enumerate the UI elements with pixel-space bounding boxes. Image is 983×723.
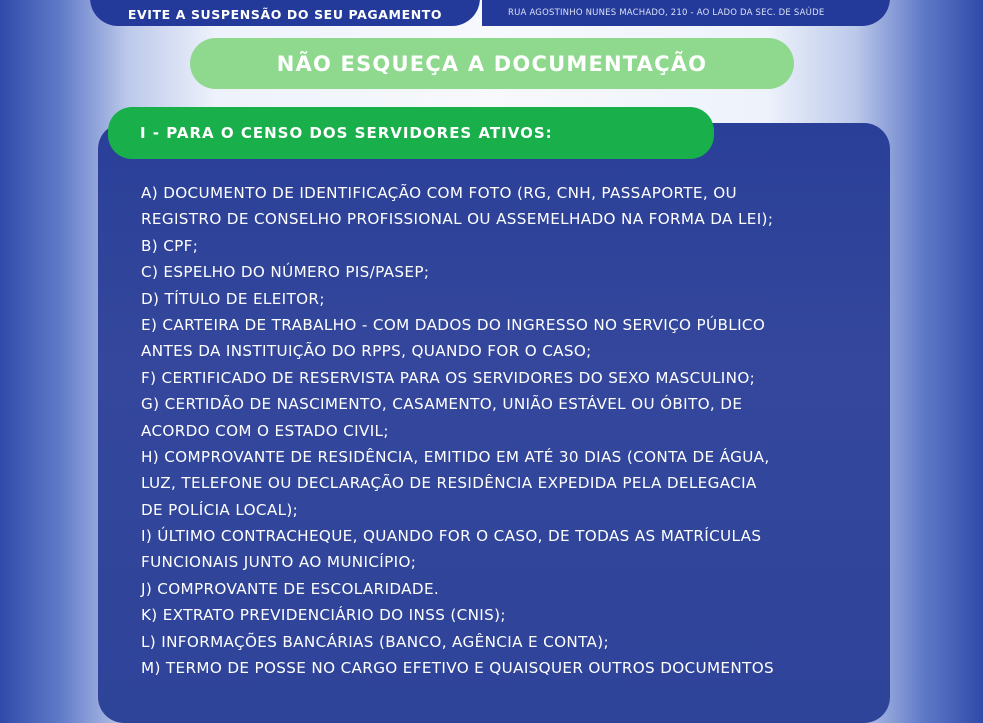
- section-title: I - PARA O CENSO DOS SERVIDORES ATIVOS:: [108, 107, 714, 159]
- document-line: REGISTRO DE CONSELHO PROFISSIONAL OU ASSEMELHADO NA FORMA DA LEI);: [141, 210, 774, 229]
- document-line: M) TERMO DE POSSE NO CARGO EFETIVO E QUAISQUER OUTROS DOCUMENTOS: [141, 659, 775, 678]
- document-line: LUZ, TELEFONE OU DECLARAÇÃO DE RESIDÊNCIA EXPEDIDA PELA DELEGACIA: [141, 474, 757, 493]
- document-line: C) ESPELHO DO NÚMERO PIS/PASEP;: [141, 263, 430, 282]
- document-line: I) ÚLTIMO CONTRACHEQUE, QUANDO FOR O CASO, DE TODAS AS MATRÍCULAS: [141, 527, 762, 546]
- banner-subtitle: EVITE A SUSPENSÃO DO SEU PAGAMENTO: [127, 7, 443, 22]
- document-line: ACORDO COM O ESTADO CIVIL;: [141, 421, 389, 440]
- document-line: G) CERTIDÃO DE NASCIMENTO, CASAMENTO, UNIÃO ESTÁVEL OU ÓBITO, DE: [141, 395, 743, 414]
- document-line: K) EXTRATO PREVIDENCIÁRIO DO INSS (CNIS);: [141, 606, 506, 625]
- address-text: RUA AGOSTINHO NUNES MACHADO, 210 - AO LADO DA SEC. DE SAÚDE: [508, 8, 825, 18]
- top-banner: [90, 0, 480, 26]
- address-banner: [482, 0, 890, 26]
- document-line: FUNCIONAIS JUNTO AO MUNICÍPIO;: [141, 553, 417, 572]
- document-line: H) COMPROVANTE DE RESIDÊNCIA, EMITIDO EM ATÉ 30 DIAS (CONTA DE ÁGUA,: [141, 447, 770, 466]
- document-line: ANTES DA INSTITUIÇÃO DO RPPS, QUANDO FOR O CASO;: [141, 342, 592, 361]
- document-line: F) CERTIFICADO DE RESERVISTA PARA OS SERVIDORES DO SEXO MASCULINO;: [141, 368, 756, 387]
- document-line: A) DOCUMENTO DE IDENTIFICAÇÃO COM FOTO (RG, CNH, PASSAPORTE, OU: [141, 184, 738, 202]
- document-line: B) CPF;: [141, 236, 199, 255]
- document-list: [141, 180, 876, 681]
- document-line: L) INFORMAÇÕES BANCÁRIAS (BANCO, AGÊNCIA E CONTA);: [141, 632, 610, 651]
- document-line: E) CARTEIRA DE TRABALHO - COM DADOS DO INGRESSO NO SERVIÇO PÚBLICO: [141, 315, 766, 334]
- document-line: J) COMPROVANTE DE ESCOLARIDADE.: [141, 579, 440, 598]
- document-line: D) TÍTULO DE ELEITOR;: [141, 289, 325, 308]
- documentation-heading: NÃO ESQUEÇA A DOCUMENTAÇÃO: [190, 38, 794, 89]
- document-line: DE POLÍCIA LOCAL);: [141, 500, 299, 519]
